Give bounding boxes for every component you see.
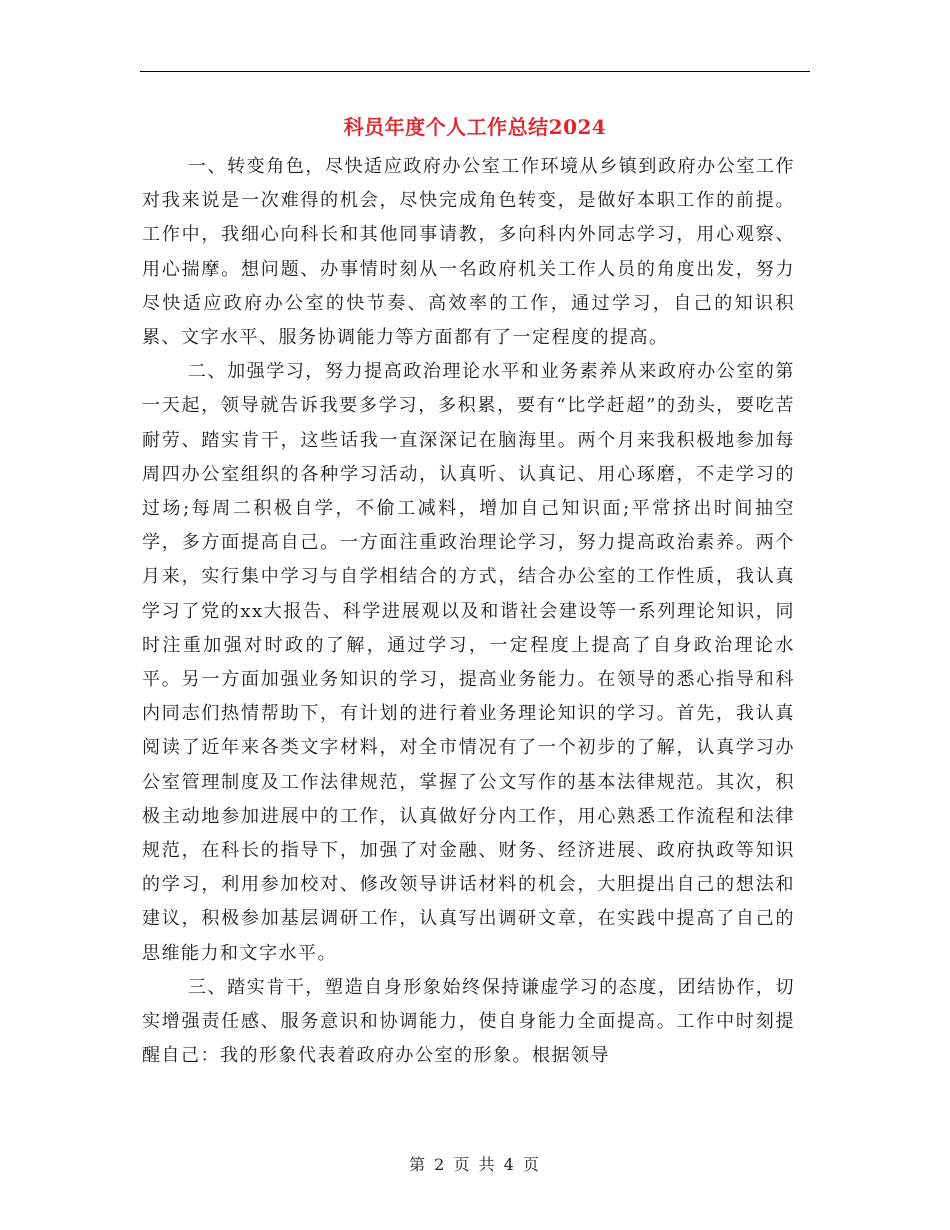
header-rule	[140, 71, 810, 72]
paragraph-2: 二、加强学习，努力提高政治理论水平和业务素养从来政府办公室的第一天起，领导就告诉我要多学习，多积累，要有“比学赶超”的劲头，要吃苦耐劳、踏实肯干，这些话我一直深深记在脑海里。两个月来我积极地参加每周四办公室组织的各种学习活动，认真听、认真记、用心琢磨，不走学习的过场;每周二积极自学，不偷工减料，增加自己知识面;平常挤出时间抽空学，多方面提高自己。一方面注重政治理论学习，努力提高政治素养。两个月来，实行集中学习与自学相结合的方式，结合办公室的工作性质，我认真学习了党的xx大报告、科学进展观以及和谐社会建设等一系列理论知识，同时注重加强对时政的了解，通过学习，一定程度上提高了自身政治理论水平。另一方面加强业务知识的学习，提高业务能力。在领导的悉心指导和科内同志们热情帮助下，有计划的进行着业务理论知识的学习。首先，我认真阅读了近年来各类文字材料，对全市情况有了一个初步的了解，认真学习办公室管理制度及工作法律规范，掌握了公文写作的基本法律规范。其次，积极主动地参加进展中的工作，认真做好分内工作，用心熟悉工作流程和法律规范，在科长的指导下，加强了对金融、财务、经济进展、政府执政等知识的学习，利用参加校对、修改领导讲话材料的机会，大胆提出自己的想法和建议，积极参加基层调研工作，认真写出调研文章，在实践中提高了自己的思维能力和文字水平。	[142, 361, 795, 964]
paragraph-1: 一、转变角色，尽快适应政府办公室工作环境从乡镇到政府办公室工作对我来说是一次难得的机会，尽快完成角色转变，是做好本职工作的前提。工作中，我细心向科长和其他同事请教，多向科内外同志学习，用心观察、用心揣摩。想问题、办事情时刻从一名政府机关工作人员的角度出发，努力尽快适应政府办公室的快节奏、高效率的工作，通过学习，自己的知识积累、文字水平、服务协调能力等方面都有了一定程度的提高。	[142, 156, 795, 349]
paragraph-3: 三、踏实肯干，塑造自身形象始终保持谦虚学习的态度，团结协作，切实增强责任感、服务意识和协调能力，使自身能力全面提高。工作中时刻提醒自己：我的形象代表着政府办公室的形象。根据领导	[142, 976, 795, 1067]
document-title: 科员年度个人工作总结2024	[343, 115, 607, 139]
document-body	[142, 150, 795, 1073]
page-number-footer: 第 2 页 共 4 页	[409, 1155, 541, 1174]
